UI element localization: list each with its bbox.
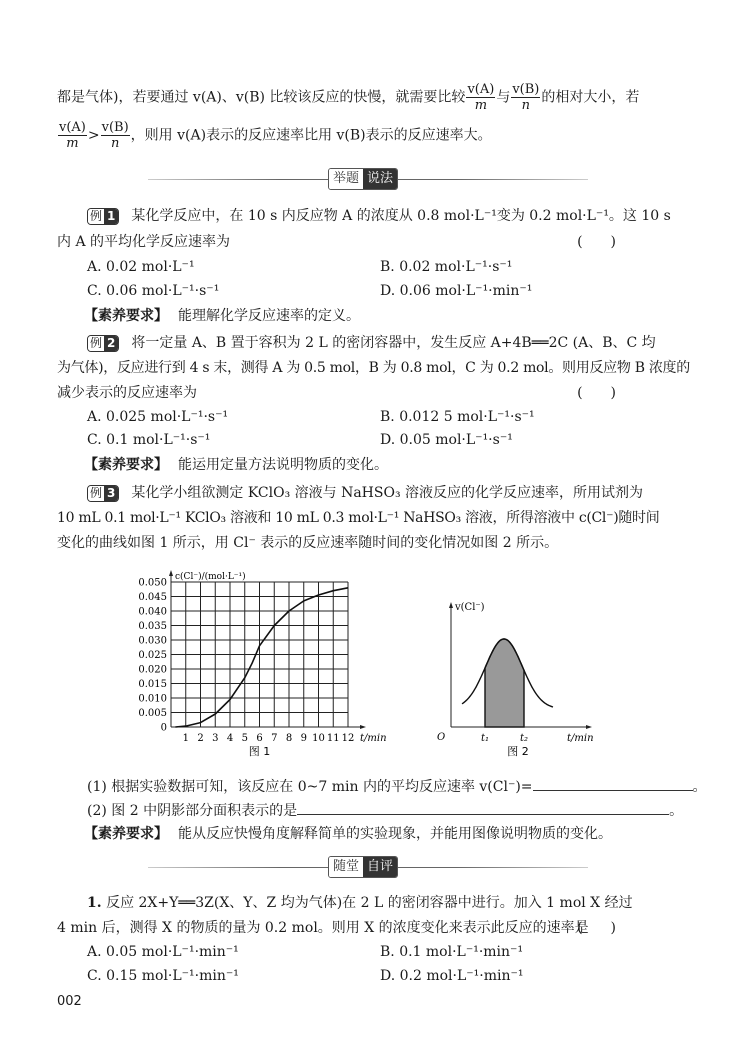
x-tick-label: 3: [212, 733, 219, 744]
text: 4 min 后，测得 X 的物质的量为 0.2 mol。则用 X 的浓度变化来表示此反应的速率是: [57, 920, 589, 936]
shaded-area: [485, 639, 524, 727]
y-axis-label: c(Cl⁻)/(mol·L⁻¹): [175, 572, 246, 582]
ex2-line-2: 为气体)，反应进行到 4 s 末，测得 A 为 0.5 mol，B 为 0.8 mol，C 为 0.2 mol。则用反应物 B 浓度的: [57, 360, 690, 376]
text: (2) 图 2 中阴影部分面积表示的是: [87, 803, 298, 819]
label-left: 举题: [329, 169, 363, 189]
option-b: B. 0.02 mol·L⁻¹·s⁻¹: [380, 259, 513, 275]
option-b: B. 0.1 mol·L⁻¹·min⁻¹: [380, 944, 524, 960]
numerator: v(B): [101, 120, 129, 135]
x-tick-label: 12: [341, 733, 355, 744]
x-tick-label: 11: [326, 733, 340, 744]
x-tick-label: 5: [241, 733, 248, 744]
ex3-line-3: 变化的曲线如图 1 所示，用 Cl⁻ 表示的反应速率随时间的变化情况如图 2 所示。: [57, 535, 559, 551]
x-axis-label: t/min: [360, 733, 387, 744]
ex3-question-2: [87, 800, 683, 821]
label-right: 说法: [363, 169, 397, 189]
badge-number: 1: [104, 209, 118, 224]
y-tick-label: 0.005: [138, 708, 167, 719]
req-text: 能从反应快慢角度解释简单的实验现象，并能用图像说明物质的变化。: [178, 826, 612, 842]
badge-text: 例: [90, 208, 103, 223]
section-label: [328, 856, 398, 878]
x-axis-label: t/min: [567, 733, 594, 744]
x-axis-arrow: [586, 725, 592, 729]
x-tick-label: 1: [182, 733, 189, 744]
y-tick-label: 0.020: [138, 664, 167, 676]
answer-blank-1[interactable]: [533, 776, 693, 791]
y-tick-label: 0.050: [138, 577, 167, 589]
y-axis-arrow: [449, 602, 453, 608]
option-d: D. 0.05 mol·L⁻¹·s⁻¹: [380, 432, 513, 448]
q1-line-1: [87, 893, 683, 913]
y-axis-label: v(Cl⁻): [455, 602, 485, 613]
origin-label: O: [437, 732, 446, 743]
x-axis-arrow: [360, 725, 366, 729]
badge-number: 3: [104, 486, 118, 501]
x-tick-label: 2: [197, 733, 204, 744]
q1-line-2: [57, 918, 683, 938]
numerator: v(A): [467, 82, 495, 97]
option-a: A. 0.02 mol·L⁻¹: [87, 259, 195, 275]
x-tick-label: t₂: [519, 733, 529, 744]
figure-1-chart: [138, 570, 386, 758]
option-d: D. 0.06 mol·L⁻¹·min⁻¹: [380, 283, 533, 299]
text: 将一定量 A、B 置于容积为 2 L 的密闭容器中，发生反应 A+4B══2C (A、B、C 均: [131, 335, 656, 351]
option-c: C. 0.1 mol·L⁻¹·s⁻¹: [87, 432, 211, 448]
y-tick-label: 0.025: [138, 650, 167, 661]
ex3-line-2: 10 mL 0.1 mol·L⁻¹ KClO₃ 溶液和 10 mL 0.3 mol·L⁻¹ NaHSO₃ 溶液，所得溶液中 c(Cl⁻)随时间: [57, 510, 660, 526]
text: (1) 根据实验数据可知，该反应在 0~7 min 内的平均反应速率 v(Cl⁻)=: [87, 779, 533, 795]
badge-text: 例: [90, 485, 103, 500]
answer-paren: ( ): [577, 234, 616, 250]
figure-caption: 图 1: [248, 745, 271, 758]
ex3-requirement: [84, 824, 612, 844]
text: 的相对大小，若: [541, 89, 640, 106]
badge-number: 2: [104, 336, 118, 351]
answer-blank-2[interactable]: [297, 800, 669, 815]
label-right: 自评: [363, 857, 397, 877]
option-c: C. 0.15 mol·L⁻¹·min⁻¹: [87, 968, 239, 984]
x-tick-label: 4: [226, 733, 234, 744]
req-text: 能运用定量方法说明物质的变化。: [178, 457, 388, 473]
y-tick-label: 0.045: [138, 592, 167, 603]
text: 。: [692, 779, 707, 795]
y-tick-label: 0.010: [138, 693, 167, 705]
req-label: 【素养要求】: [84, 457, 168, 473]
numerator: v(A): [59, 120, 86, 135]
label-left: 随堂: [329, 857, 363, 877]
section-header-self-check: [148, 856, 588, 878]
text: 减少表示的反应速率为: [57, 385, 197, 401]
y-tick-label: 0.035: [138, 621, 167, 632]
x-tick-label: 10: [312, 733, 325, 744]
text: >: [87, 127, 100, 144]
text: 。: [669, 803, 684, 819]
answer-paren: ( ): [577, 385, 616, 401]
text: 与: [496, 89, 511, 106]
question-number: 1.: [87, 895, 102, 911]
denominator: n: [521, 98, 531, 113]
req-label: 【素养要求】: [84, 308, 168, 324]
concentration-curve: [175, 588, 348, 727]
denominator: m: [66, 136, 79, 151]
x-tick-label: 9: [300, 733, 307, 744]
figure-2-chart: [437, 602, 594, 758]
option-b: B. 0.012 5 mol·L⁻¹·s⁻¹: [380, 409, 535, 425]
badge-text: 例: [90, 335, 103, 350]
ex3-question-1: [87, 776, 707, 797]
option-d: D. 0.2 mol·L⁻¹·min⁻¹: [380, 968, 524, 984]
text: 都是气体)，若要通过 v(A)、v(B) 比较该反应的快慢，就需要比较: [57, 89, 466, 106]
x-tick-label: t₁: [480, 733, 490, 744]
denominator: n: [110, 136, 120, 151]
text: 内 A 的平均化学反应速率为: [57, 234, 231, 250]
text: 某化学小组欲测定 KClO₃ 溶液与 NaHSO₃ 溶液反应的化学反应速率，所用试剂为: [131, 485, 644, 501]
option-a: A. 0.05 mol·L⁻¹·min⁻¹: [87, 944, 239, 960]
option-a: A. 0.025 mol·L⁻¹·s⁻¹: [87, 409, 229, 425]
req-text: 能理解化学反应速率的定义。: [178, 308, 360, 324]
figure-caption: 图 2: [507, 745, 529, 758]
req-label: 【素养要求】: [84, 826, 168, 842]
x-tick-label: 6: [256, 733, 263, 744]
y-tick-label: 0.015: [138, 679, 167, 690]
y-tick-label: 0.030: [138, 635, 167, 647]
option-c: C. 0.06 mol·L⁻¹·s⁻¹: [87, 283, 220, 299]
page-number: 002: [57, 994, 82, 1009]
text: 某化学反应中，在 10 s 内反应物 A 的浓度从 0.8 mol·L⁻¹变为 0.2 mol·L⁻¹。这 10 s: [131, 208, 671, 224]
y-tick-label: 0: [160, 722, 167, 734]
text: 反应 2X+Y══3Z(X、Y、Z 均为气体)在 2 L 的密闭容器中进行。加入 1 mol X 经过: [106, 895, 633, 911]
x-tick-label: 7: [271, 733, 278, 744]
y-axis-arrow: [169, 570, 173, 576]
denominator: m: [474, 98, 488, 113]
numerator: v(B): [512, 82, 540, 97]
text: ，则用 v(A)表示的反应速率比用 v(B)表示的反应速率大。: [130, 127, 492, 144]
x-tick-label: 8: [285, 733, 293, 744]
answer-paren: ( ): [577, 920, 616, 936]
y-tick-label: 0.040: [138, 606, 167, 618]
